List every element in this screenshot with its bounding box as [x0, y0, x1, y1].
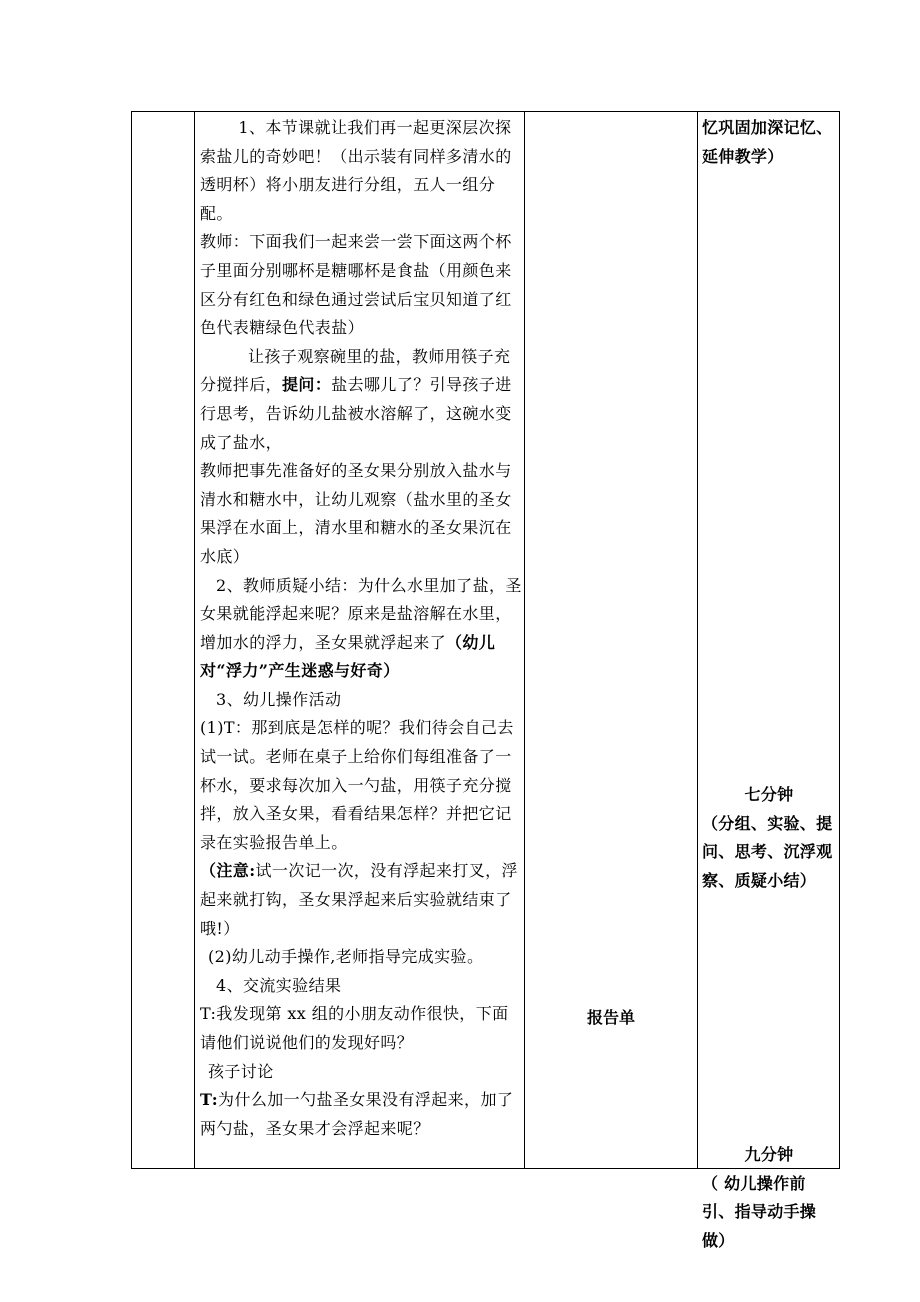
paragraph-exchange: T:我发现第 xx 组的小朋友动作很快，下面请他们说说他们的发现好吗？	[200, 1004, 509, 1052]
activity-content	[200, 114, 522, 1143]
column-notes	[698, 112, 839, 1250]
attention-label: （注意:	[200, 861, 256, 881]
paragraph-teacher-taste: 教师：下面我们一起来尝一尝下面这两个杯子里面分别哪杯是糖哪杯是食盐（用颜色来区分有红色和绿色通过尝试后宝贝知道了红色代表糖绿色代表盐）	[200, 232, 512, 338]
column-stage	[132, 112, 195, 1168]
column-resources	[525, 112, 698, 1168]
paragraph-observe-salt: 让孩子观察碗里的盐，教师用筷子充分搅拌后，提问：盐去哪儿了？引导孩子进行思考，告诉幼儿盐被水溶解了，这碗水变成了盐水，	[200, 346, 512, 452]
lesson-plan-table	[131, 111, 840, 1250]
t-label: T:	[200, 1090, 219, 1110]
paragraph-discussion: 孩子讨论	[208, 1061, 274, 1081]
paragraph-operation-1: (1)T：那到底是怎样的呢？我们待会自己去试一试。老师在桌子上给你们每组准备了一杯水，要求每次加入一勺盐，用筷子充分搅拌，放入圣女果，看看结果怎样？并把它记录在实验报告单上。	[200, 718, 514, 852]
note-nine-minutes-body: （ 幼儿操作前引、指导动手操做）	[702, 1173, 817, 1250]
paragraph-attention: （注意:试一次记一次，没有浮起来打叉，浮起来就打钩，圣女果浮起来后实验就结束了哦!）	[200, 861, 518, 938]
paragraph-operation-2: (2)幼儿动手操作,老师指导完成实验。	[208, 947, 484, 967]
paragraph-step-1: 1、本节课就让我们再一起更深层次探索盐儿的奇妙吧！（出示装有同样多清水的透明杯）将小朋友进行分组，五人一组分配。	[200, 118, 512, 223]
note-seven-minutes-title: 七分钟	[744, 785, 794, 804]
paragraph-cherry-tomato: 教师把事先准备好的圣女果分别放入盐水与清水和糖水中，让幼儿观察（盐水里的圣女果浮在水面上，清水里和糖水的圣女果沉在水底）	[200, 461, 512, 566]
emphasis-buoyancy: （幼儿对“浮力”产生迷惑与好奇）	[200, 632, 496, 681]
note-seven-minutes-body: （分组、实验、提问、思考、沉浮观察、质疑小结）	[702, 813, 833, 890]
paragraph-question: T:为什么加一勺盐圣女果没有浮起来，加了两勺盐，圣女果才会浮起来呢？	[200, 1090, 514, 1138]
heading-step-4: 4、交流实验结果	[216, 975, 342, 995]
note-nine-minutes-title: 九分钟	[744, 1145, 794, 1164]
heading-step-3: 3、幼儿操作活动	[216, 689, 342, 709]
resource-report-sheet: 报告单	[586, 1008, 635, 1027]
note-nine-minutes	[702, 1141, 836, 1255]
question-label: 提问：	[282, 375, 332, 395]
column-activity-content	[195, 112, 525, 1168]
paragraph-step-2: 2、教师质疑小结：为什么水里加了盐，圣女果就能浮起来呢？原来是盐溶解在水里，增加水的浮力，圣女果就浮起来了（幼儿对“浮力”产生迷惑与好奇）	[200, 575, 522, 681]
note-seven-minutes	[702, 781, 836, 895]
note-review: 忆巩固加深记忆、延伸教学）	[702, 118, 833, 166]
